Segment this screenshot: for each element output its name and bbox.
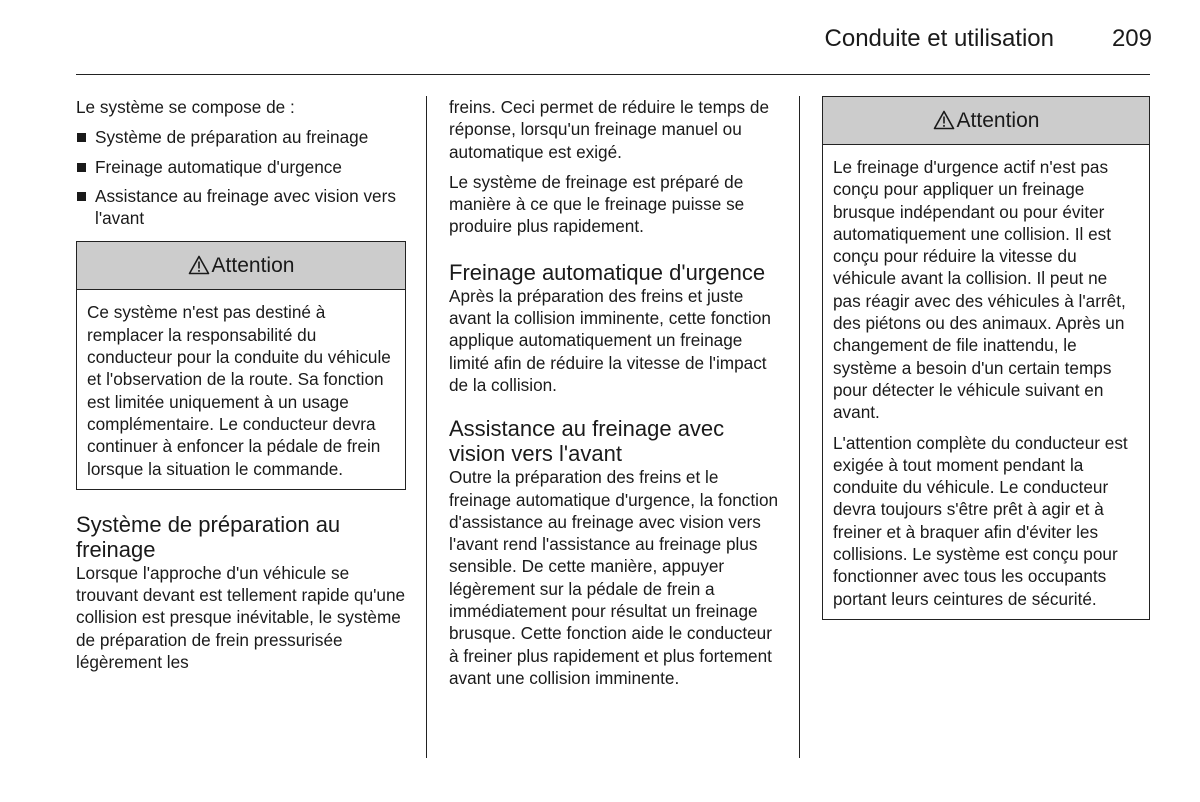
warning-text: L'attention complète du conducteur est exigée à tout moment pendant la conduite du véhicule. Le conducteur devra toujours s'être prêt à agir et à freiner et à braquer afin d'éviter les collisions. Le système est conçu pour fonctionner avec tous les occupants portant leurs ceintures de sécurité.	[833, 432, 1128, 609]
column-2	[449, 96, 782, 697]
paragraph: freins. Ceci permet de réduire le temps de réponse, lorsqu'un freinage manuel ou automatique est exigé.	[449, 97, 770, 162]
component-list	[76, 126, 406, 229]
section-text: Outre la préparation des freins et le freinage automatique d'urgence, la fonction d'assistance au freinage avec vision vers l'avant rend l'assistance au freinage plus sensible. De cette manière, appuyer légèrement sur la pédale de frein a immédiatement pour résultat un freinage brusque. Cette fonction aide le conducteur à freiner plus rapidement et plus fortement avant une collision imminente.	[449, 467, 779, 688]
warning-title: Attention	[211, 254, 295, 278]
paragraph: Le système de freinage est préparé de manière à ce que le freinage puisse se produire plus rapidement.	[449, 171, 745, 237]
column-divider-2	[799, 96, 800, 758]
warning-text: Ce système n'est pas destiné à remplacer la responsabilité du conducteur pour la conduite du véhicule et l'observation de la route. Sa fonction est limitée uniquement à un usage complémentaire. Le conducteur devra continuer à enfoncer la pédale de frein lorsque la situation le commande.	[87, 302, 391, 479]
section-heading: Système de préparation au freinage	[76, 511, 341, 562]
header-title: Conduite et utilisation	[824, 25, 1054, 52]
column-3	[822, 96, 1150, 642]
warning-triangle-icon	[933, 100, 955, 147]
warning-body	[77, 290, 405, 488]
list-item: Système de préparation au freinage	[76, 126, 406, 148]
warning-box	[76, 241, 406, 489]
intro-text: Le système se compose de :	[76, 97, 295, 117]
warning-title: Attention	[956, 109, 1040, 132]
list-item: Assistance au freinage avec vision vers l'avant	[76, 185, 406, 230]
column-divider-1	[426, 96, 427, 758]
warning-triangle-icon	[188, 245, 210, 292]
header-rule	[76, 74, 1150, 75]
section-text: Après la préparation des freins et juste avant la collision imminente, cette fonction applique automatiquement un freinage limité afin de réduire la vitesse de l'impact de la collision.	[449, 285, 771, 395]
warning-header	[823, 97, 1149, 145]
section-heading: Assistance au freinage avec vision vers l'avant	[449, 416, 725, 467]
list-item: Freinage automatique d'urgence	[76, 156, 406, 178]
section-text: Lorsque l'approche d'un véhicule se trouvant devant est tellement rapide qu'une collision est presque inévitable, le système de préparation de frein pressurisée légèrement les	[76, 562, 406, 673]
warning-box	[822, 96, 1150, 620]
page-number: 209	[1111, 25, 1152, 52]
column-1	[76, 96, 406, 681]
warning-body	[823, 145, 1149, 619]
warning-text: Le freinage d'urgence actif n'est pas conçu pour appliquer un freinage brusque indépendant ou pour éviter automatiquement une collision. Il est conçu pour réduire la vitesse du véhicule avant la collision. Il peut ne pas réagir avec des véhicules à l'arrêt, des piétons ou des animaux. Après un changement de file inattendu, le système a besoin d'un certain temps pour détecter le véhicule suivant en avant.	[833, 157, 1126, 423]
warning-header	[77, 242, 405, 290]
section-heading: Freinage automatique d'urgence	[449, 259, 766, 285]
